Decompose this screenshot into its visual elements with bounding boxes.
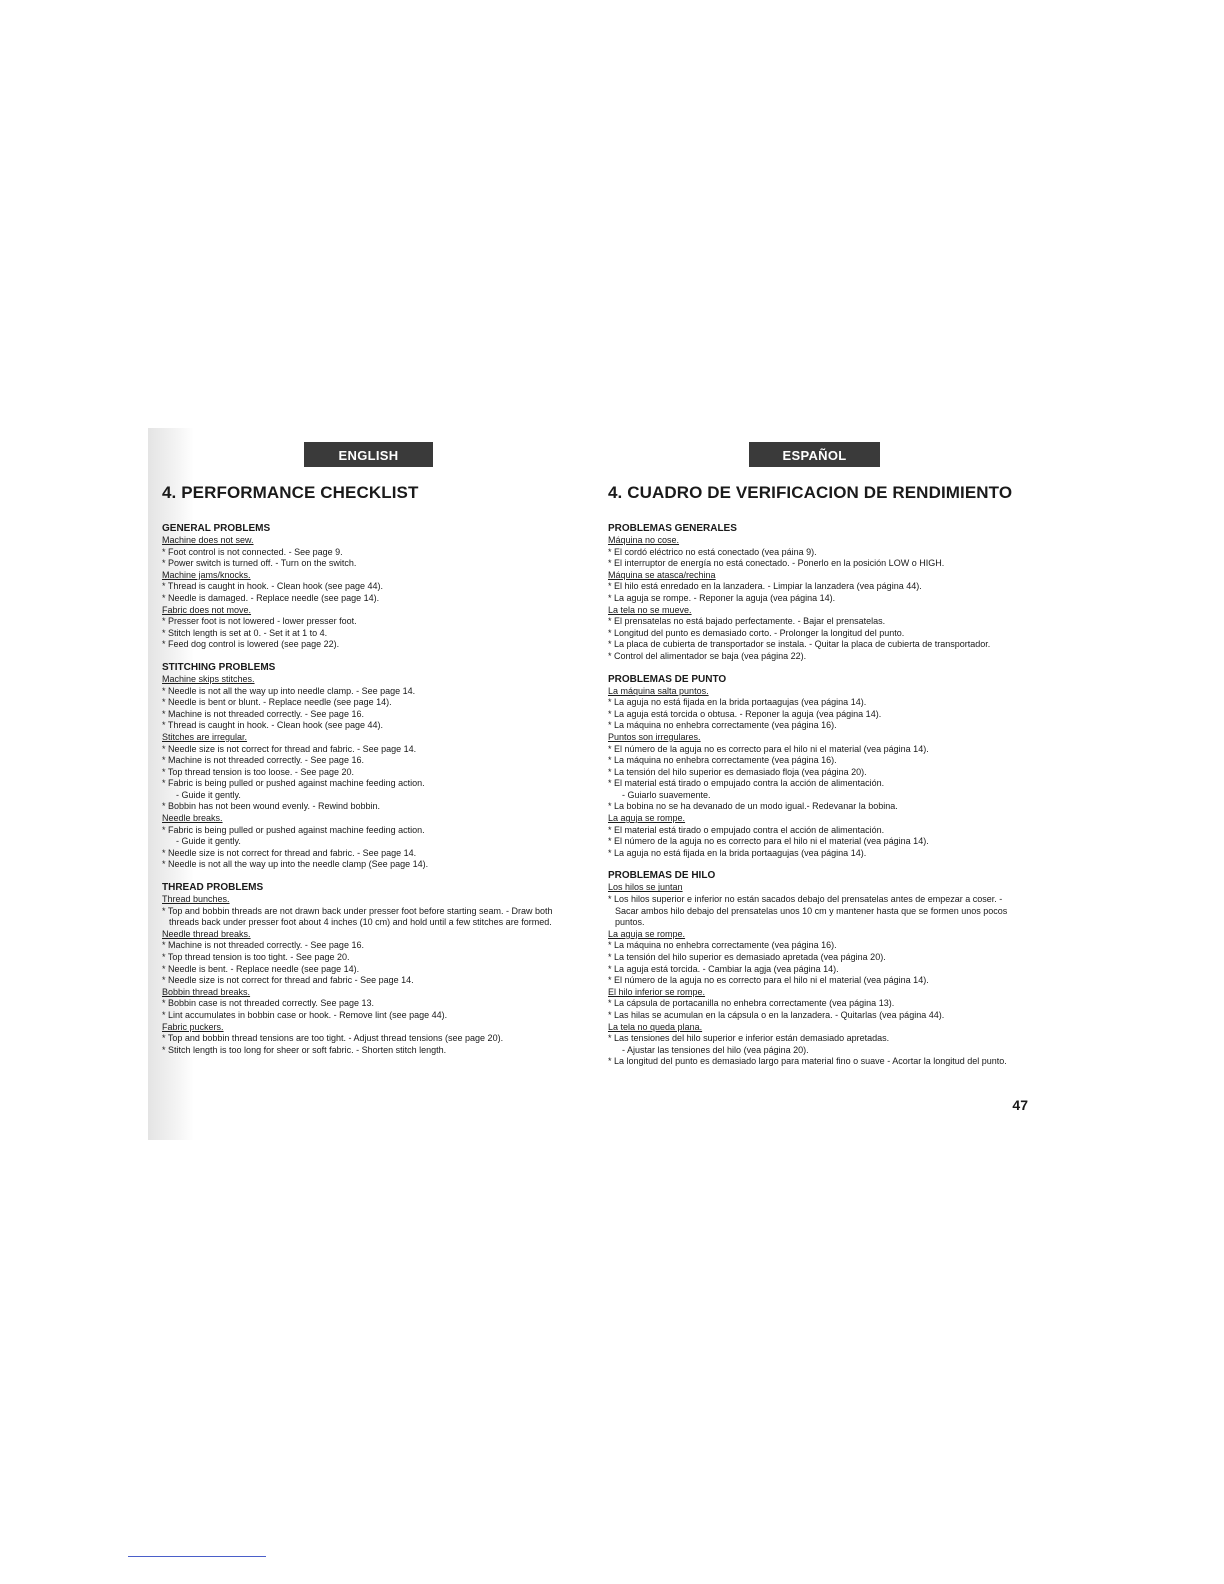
checklist-item: * Needle is not all the way up into the needle clamp (See page 14). [162, 859, 582, 871]
checklist-item: * Needle is bent. - Replace needle (see page 14). [162, 964, 582, 976]
checklist-item: * Needle size is not correct for thread and fabric. - See page 14. [162, 744, 582, 756]
checklist-item: * El material está tirado o empujado contra el acción de alimentación. [608, 825, 1028, 837]
checklist-item: * La aguja se rompe. - Reponer la aguja (vea página 14). [608, 593, 1028, 605]
checklist-item: * La placa de cubierta de transportador se instala. - Quitar la placa de cubierta de transportador. [608, 639, 1028, 651]
checklist-item: * Bobbin has not been wound evenly. - Rewind bobbin. [162, 801, 582, 813]
problem-heading: Machine jams/knocks. [162, 569, 251, 580]
checklist-item: * La tensión del hilo superior es demasiado apretada (vea página 20). [608, 952, 1028, 964]
spanish-page-title: 4. CUADRO DE VERIFICACION DE RENDIMIENTO [608, 483, 1013, 502]
checklist-item: * Control del alimentador se baja (vea página 22). [608, 651, 1028, 663]
checklist-item: * Feed dog control is lowered (see page 22). [162, 639, 582, 651]
checklist-item: * Top and bobbin thread tensions are too tight. - Adjust thread tensions (see page 20). [162, 1033, 582, 1045]
problem-heading: La aguja se rompe. [608, 813, 686, 824]
problem-heading: La aguja se rompe. [608, 928, 686, 939]
checklist-item: * La aguja está torcida o obtusa. - Reponer la aguja (vea página 14). [608, 709, 1028, 721]
remedy-line: - Guide it gently. [176, 789, 241, 800]
problem-heading: Puntos son irregulares. [608, 731, 701, 742]
page-number: 47 [1012, 1097, 1028, 1113]
checklist-item: * Top thread tension is too loose. - See page 20. [162, 767, 582, 779]
spanish-checklist [608, 523, 1028, 1079]
problem-heading: Fabric does not move. [162, 604, 252, 615]
section-title: STITCHING PROBLEMS [162, 661, 276, 673]
checklist-item: * Machine is not threaded correctly. - See page 16. [162, 940, 582, 952]
checklist-item: * Top thread tension is too tight. - See page 20. [162, 952, 582, 964]
section-title: PROBLEMAS DE PUNTO [608, 673, 727, 685]
spanish-language-tab: ESPAÑOL [749, 442, 880, 467]
problem-heading: El hilo inferior se rompe. [608, 986, 706, 997]
problem-heading: Los hilos se juntan [608, 882, 683, 893]
problem-heading: Fabric puckers. [162, 1021, 224, 1032]
checklist-item: * Power switch is turned off. - Turn on the switch. [162, 558, 582, 570]
checklist-item: * El hilo está enredado en la lanzadera. - Limpiar la lanzadera (vea página 44). [608, 581, 1028, 593]
checklist-item: * Machine is not threaded correctly. - See page 16. [162, 709, 582, 721]
checklist-item: * El material está tirado o empujado contra la acción de alimentación. [608, 778, 1028, 790]
checklist-item: * El interruptor de energía no está conectado. - Ponerlo en la posición LOW o HIGH. [608, 558, 1028, 570]
checklist-item: * Las tensiones del hilo superior e inferior están demasiado apretadas. [608, 1033, 1028, 1045]
problem-heading: Machine skips stitches. [162, 673, 255, 684]
checklist-item: * Needle size is not correct for thread and fabric - See page 14. [162, 975, 582, 987]
checklist-section [608, 523, 1028, 663]
checklist-section [608, 870, 1028, 1068]
checklist-item: * La aguja no está fijada en la brida portaagujas (vea página 14). [608, 848, 1028, 860]
checklist-item: * Machine is not threaded correctly. - See page 16. [162, 755, 582, 767]
checklist-item: * Needle is not all the way up into needle clamp. - See page 14. [162, 686, 582, 698]
checklist-item: * Top and bobbin threads are not drawn back under presser foot before starting seam. - Draw both threads back under presser foot about 4 inches (10 cm) and hold until a few stitches are formed. [162, 906, 582, 929]
footer-rule [128, 1556, 266, 1557]
problem-heading: La tela no queda plana. [608, 1021, 703, 1032]
problem-heading: Máquina no cose. [608, 535, 680, 545]
checklist-item: * La máquina no enhebra correctamente (vea página 16). [608, 720, 1028, 732]
remedy-line: - Guide it gently. [176, 836, 241, 847]
checklist-item: * La máquina no enhebra correctamente (vea página 16). [608, 755, 1028, 767]
problem-heading: Needle thread breaks. [162, 928, 251, 939]
remedy-line: - Ajustar las tensiones del hilo (vea página 20). [622, 1044, 809, 1055]
checklist-item: * Foot control is not connected. - See page 9. [162, 547, 582, 559]
checklist-item: * Longitud del punto es demasiado corto. - Prolonger la longitud del punto. [608, 628, 1028, 640]
checklist-section [608, 674, 1028, 860]
problem-heading: La tela no se mueve. [608, 604, 692, 615]
checklist-item: * Needle is damaged. - Replace needle (see page 14). [162, 593, 582, 605]
checklist-section [162, 882, 582, 1056]
checklist-item: * Los hilos superior e inferior no están sacados debajo del prensatelas antes de empezar a coser. - Sacar ambos hilo debajo del prensatelas unos 10 cm y mantener hasta que se formen unos pocos puntos. [608, 894, 1028, 929]
remedy-line: - Guiarlo suavemente. [622, 789, 711, 800]
problem-heading: La máquina salta puntos. [608, 685, 709, 696]
checklist-item: * La tensión del hilo superior es demasiado floja (vea página 20). [608, 767, 1028, 779]
english-language-tab: ENGLISH [304, 442, 433, 467]
problem-heading: Bobbin thread breaks. [162, 986, 251, 997]
checklist-item: * Thread is caught in hook. - Clean hook (see page 44). [162, 581, 582, 593]
checklist-item: * La máquina no enhebra correctamente (vea página 16). [608, 940, 1028, 952]
checklist-item: * La aguja no está fijada en la brida portaagujas (vea página 14). [608, 697, 1028, 709]
checklist-section [162, 523, 582, 651]
checklist-item: * La bobina no se ha devanado de un modo igual.- Redevanar la bobina. [608, 801, 1028, 813]
checklist-section [162, 662, 582, 871]
problem-heading: Stitches are irregular. [162, 731, 248, 742]
english-page-title: 4. PERFORMANCE CHECKLIST [162, 483, 419, 502]
checklist-item: * Fabric is being pulled or pushed against machine feeding action. [162, 825, 582, 837]
checklist-item: * Stitch length is set at 0. - Set it at 1 to 4. [162, 628, 582, 640]
checklist-item: * El prensatelas no está bajado perfectamente. - Bajar el prensatelas. [608, 616, 1028, 628]
checklist-item: * Presser foot is not lowered - lower presser foot. [162, 616, 582, 628]
checklist-item: * Bobbin case is not threaded correctly. See page 13. [162, 998, 582, 1010]
checklist-item: * El cordó eléctrico no está conectado (vea páina 9). [608, 547, 1028, 559]
checklist-item: * Las hilas se acumulan en la cápsula o en la lanzadera. - Quitarlas (vea página 44). [608, 1010, 1028, 1022]
section-title: PROBLEMAS DE HILO [608, 870, 716, 882]
problem-heading: Needle breaks. [162, 813, 223, 824]
checklist-item: * La aguja está torcida. - Cambiar la agja (vea página 14). [608, 964, 1028, 976]
checklist-item: * Needle size is not correct for thread and fabric. - See page 14. [162, 848, 582, 860]
problem-heading: Thread bunches. [162, 894, 230, 905]
section-title: GENERAL PROBLEMS [162, 523, 271, 534]
checklist-item: * Thread is caught in hook. - Clean hook (see page 44). [162, 720, 582, 732]
problem-heading: Máquina se atasca/rechina [608, 569, 716, 580]
checklist-item: * Lint accumulates in bobbin case or hook. - Remove lint (see page 44). [162, 1010, 582, 1022]
checklist-item: * El número de la aguja no es correcto para el hilo ni el material (vea página 14). [608, 975, 1028, 987]
checklist-item: * Fabric is being pulled or pushed against machine feeding action. [162, 778, 582, 790]
checklist-item: * La cápsula de portacanilla no enhebra correctamente (vea página 13). [608, 998, 1028, 1010]
checklist-item: * El número de la aguja no es correcto para el hilo ni el material (vea página 14). [608, 744, 1028, 756]
english-checklist [162, 523, 582, 1067]
section-title: PROBLEMAS GENERALES [608, 523, 737, 534]
problem-heading: Machine does not sew. [162, 535, 254, 545]
section-title: THREAD PROBLEMS [162, 882, 264, 894]
checklist-item: * Stitch length is too long for sheer or soft fabric. - Shorten stitch length. [162, 1045, 582, 1057]
checklist-item: * Needle is bent or blunt. - Replace needle (see page 14). [162, 697, 582, 709]
checklist-item: * La longitud del punto es demasiado largo para material fino o suave - Acortar la longitud del punto. [608, 1056, 1028, 1068]
checklist-item: * El número de la aguja no es correcto para el hilo ni el material (vea página 14). [608, 836, 1028, 848]
